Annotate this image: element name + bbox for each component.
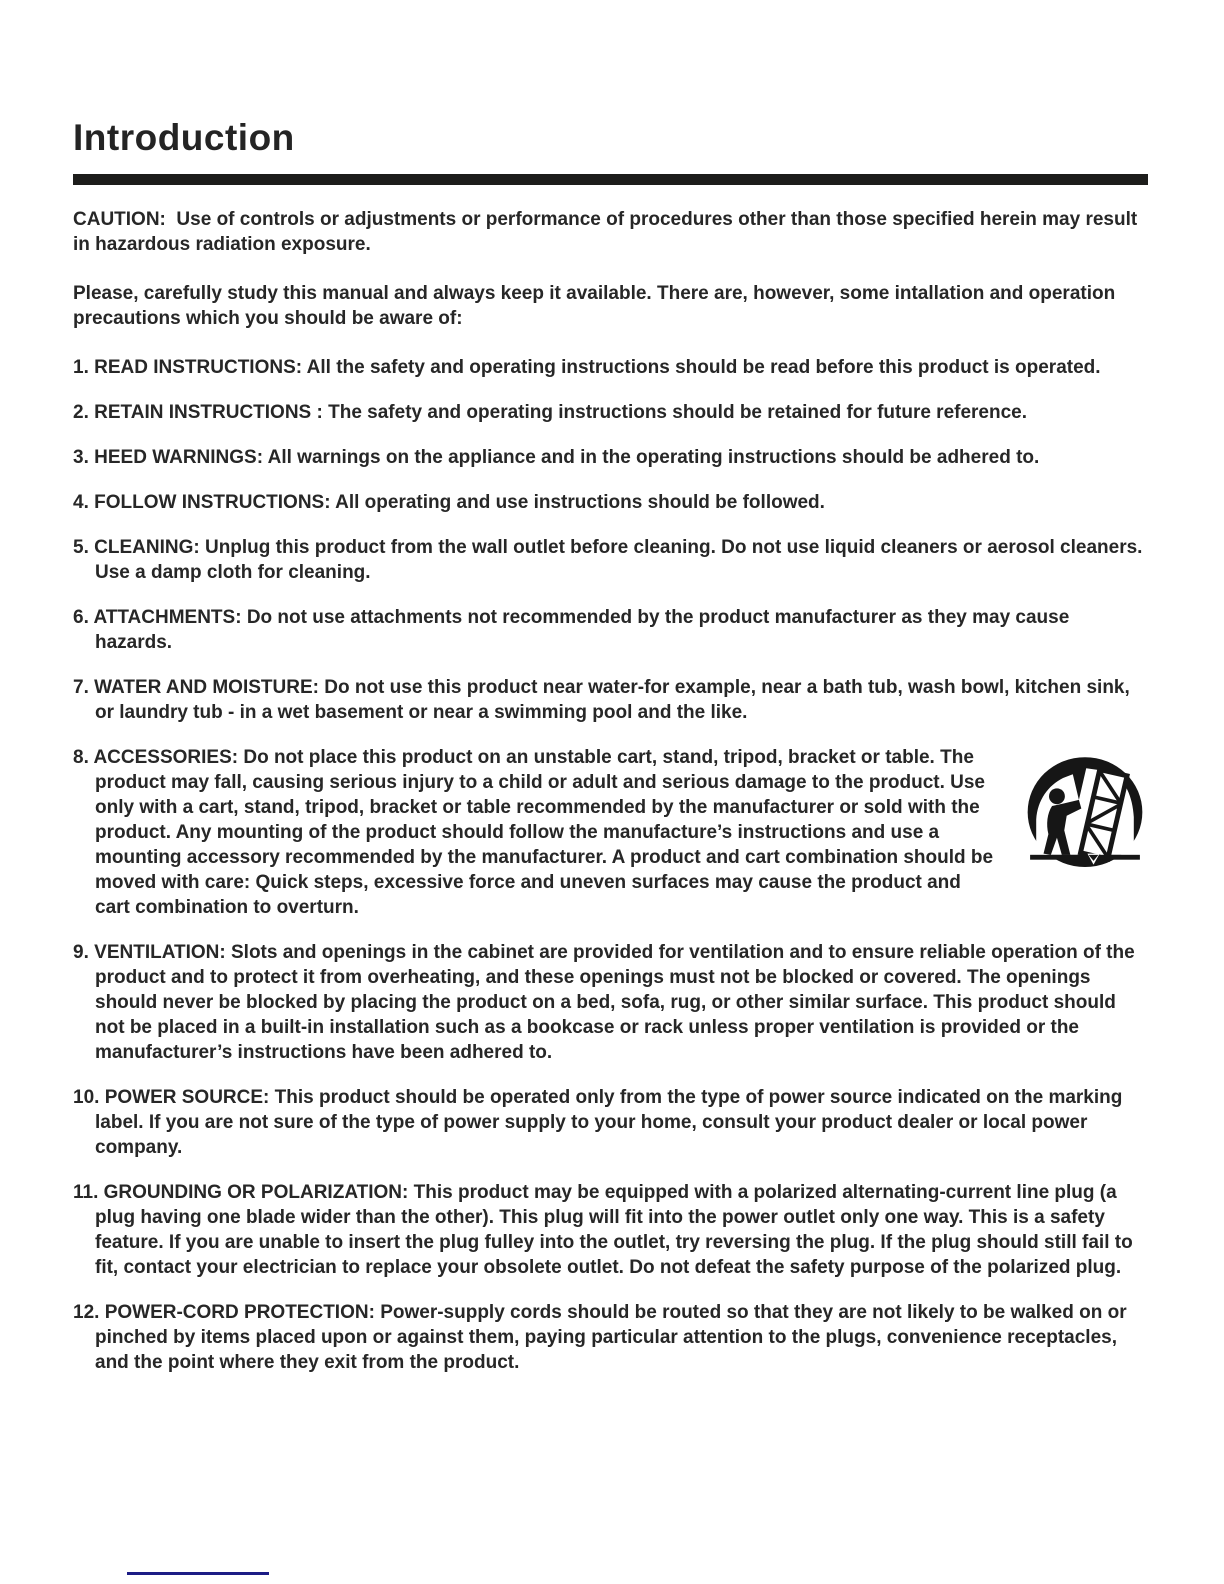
footer-line: [127, 1572, 269, 1575]
instruction-number: 11.: [73, 1182, 99, 1204]
title-rule: [73, 174, 1148, 185]
instruction-text: POWER SOURCE: This product should be operated only from the type of power source indicated on the marking label. If you are not sure of the type of power supply to your home, consult your product dealer or local power company.: [95, 1087, 1123, 1159]
instruction-number: 1.: [73, 357, 89, 379]
instruction-item-4: [73, 490, 1148, 515]
instruction-text: READ INSTRUCTIONS: All the safety and operating instructions should be read before this product is operated.: [94, 357, 1101, 379]
instruction-item-11: [73, 1180, 1148, 1280]
instruction-item-5: [73, 535, 1148, 585]
instruction-text: RETAIN INSTRUCTIONS : The safety and operating instructions should be retained for future reference.: [94, 402, 1028, 424]
instruction-item-8: [73, 745, 1148, 920]
instruction-number: 6.: [73, 607, 89, 629]
page-title: Introduction: [73, 117, 295, 158]
instruction-item-9: [73, 940, 1148, 1065]
instruction-text: VENTILATION: Slots and openings in the cabinet are provided for ventilation and to ensure reliable operation of the product and to protect it from overheating, and these openings must not be blocked or covered. The openings should never be blocked by placing the product on a bed, sofa, rug, or other similar surface. This product should not be placed in a built-in installation such as a bookcase or rack unless proper ventilation is provided or the manufacturer’s instructions have been adhered to.: [94, 942, 1135, 1064]
instruction-text: FOLLOW INSTRUCTIONS: All operating and use instructions should be followed.: [94, 492, 825, 514]
instruction-item-3: [73, 445, 1148, 470]
instruction-text: ACCESSORIES: Do not place this product on an unstable cart, stand, tripod, bracket or table. The product may fall, causing serious injury to a child or adult and serious damage to the product. Use only with a cart, stand, tripod, bracket or table recommended by the manufacturer or sold with the product. Any mounting of the product should follow the manufacture’s instructions and use a mounting accessory recommended by the manufacturer. A product and cart combination should be moved with care: Quick steps, excessive force and uneven surfaces may cause the product and cart combination to overturn.: [93, 747, 994, 919]
instruction-text: POWER-CORD PROTECTION: Power-supply cords should be routed so that they are not likely to be walked on or pinched by items placed upon or against them, paying particular attention to the plugs, convenience receptacles, and the point where they exit from the product.: [95, 1302, 1127, 1374]
instruction-item-6: [73, 605, 1148, 655]
instruction-text: ATTACHMENTS: Do not use attachments not recommended by the product manufacturer as they may cause hazards.: [93, 607, 1070, 654]
instruction-text: GROUNDING OR POLARIZATION: This product may be equipped with a polarized alternating-current line plug (a plug having one blade wider than the other). This plug will fit into the power outlet only one way. This is a safety feature. If you are unable to insert the plug fulley into the outlet, try reversing the plug. If the plug should still fail to fit, contact your electrician to replace your obsolete outlet. Do not defeat the safety purpose of the polarized plug.: [95, 1182, 1133, 1279]
instruction-number: 9.: [73, 942, 89, 964]
instruction-text: WATER AND MOISTURE: Do not use this product near water-for example, near a bath tub, wash bowl, kitchen sink, or laundry tub - in a wet basement or near a swimming pool and the like.: [94, 677, 1130, 724]
instruction-item-12: [73, 1300, 1148, 1375]
instruction-number: 12.: [73, 1302, 100, 1324]
instruction-number: 4.: [73, 492, 89, 514]
cart-tipping-warning-icon: [1024, 755, 1146, 879]
instruction-item-7: [73, 675, 1148, 725]
intro-paragraph: Please, carefully study this manual and always keep it available. There are, however, some intallation and operation precautions which you should be aware of:: [73, 283, 1121, 330]
instruction-number: 10.: [73, 1087, 100, 1109]
instruction-item-1: [73, 355, 1148, 380]
instruction-text: CLEANING: Unplug this product from the wall outlet before cleaning. Do not use liquid cleaners or aerosol cleaners. Use a damp cloth for cleaning.: [94, 537, 1143, 584]
instruction-number: 5.: [73, 537, 89, 559]
instruction-text: HEED WARNINGS: All warnings on the appliance and in the operating instructions should be adhered to.: [94, 447, 1040, 469]
instruction-item-2: [73, 400, 1148, 425]
caution-paragraph: CAUTION: Use of controls or adjustments or performance of procedures other than those specified herein may result in hazardous radiation exposure.: [73, 209, 1143, 256]
instruction-number: 8.: [73, 747, 89, 769]
instruction-number: 3.: [73, 447, 89, 469]
instruction-number: 7.: [73, 677, 89, 699]
instruction-number: 2.: [73, 402, 89, 424]
instruction-item-10: [73, 1085, 1148, 1160]
